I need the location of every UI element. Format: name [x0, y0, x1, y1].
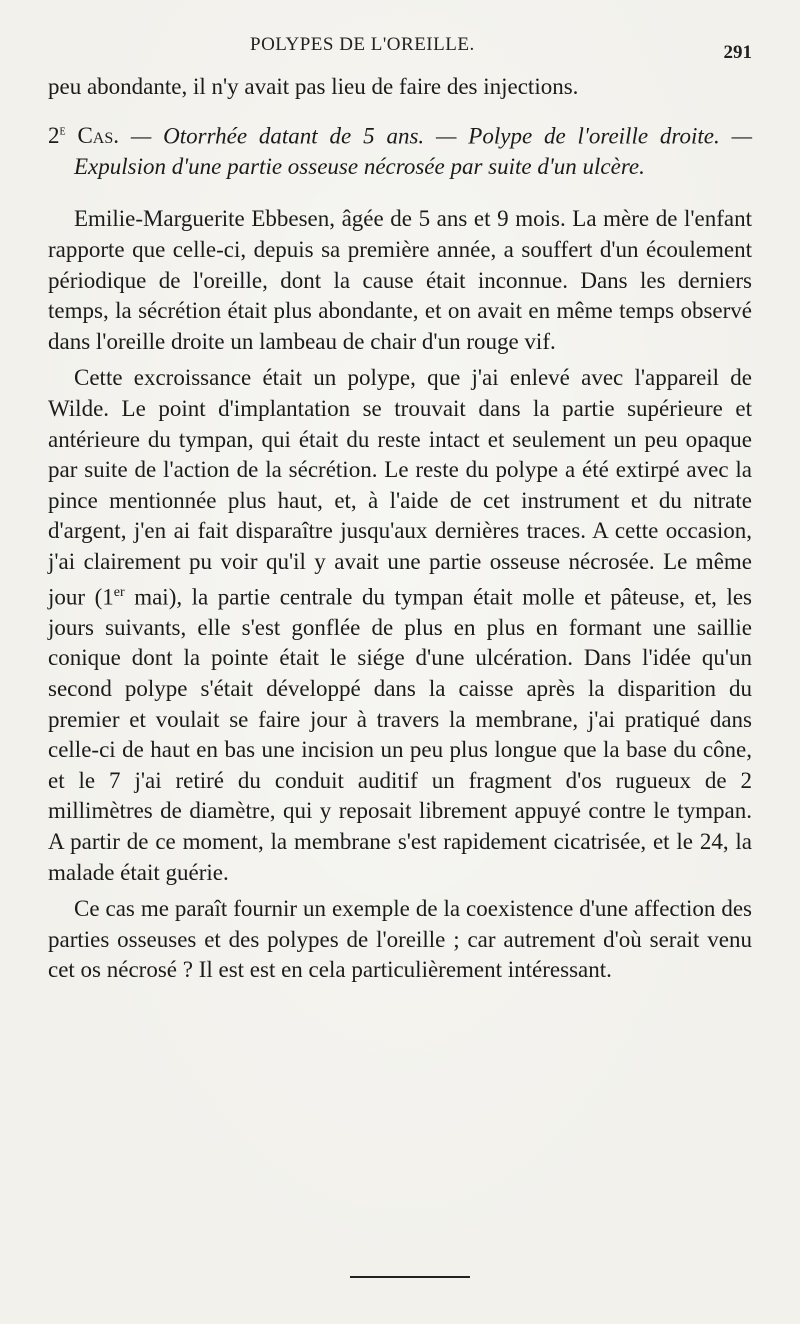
paragraph-patient: Emilie-Marguerite Ebbesen, âgée de 5 ans et 9 mois. La mère de l'enfant rapporte que celle-ci, depuis sa première année, a souffert d'un écoulement périodique de l'oreille, dont la cause était inconnue. Dans les derniers temps, la sécrétion était plus abondante, et on avait en même temps observé dans l'oreille droite un lambeau de chair d'un rouge vif. [48, 206, 752, 354]
paragraph-treatment: Cette excroissance était un polype, que j'ai enlevé avec l'appareil de Wilde. Le point d'implantation se trouvait dans la partie supérieure et antérieure du tympan, qui était du reste intact et seulement un peu opaque par suite de l'action de la sécrétion. Le reste du polype a été extirpé avec la pince mentionnée plus haut, et, à l'aide de cet instrument et du nitrate d'argent, j'en ai fait disparaître jusqu'aux dernières traces. A cette occasion, j'ai clairement pu voir qu'il y avait une partie osseuse nécrosée. Le même jour (1er mai), la partie centrale du tympan était molle et pâteuse, et, les jours suivants, elle s'est gonflée de plus en plus en formant une saillie conique dont la pointe était le siége d'une ulcération. Dans l'idée qu'un second polype s'était développé dans la caisse après la disparition du premier et voulait se faire jour à travers la membrane, j'ai pratiqué dans celle-ci de haut en bas une incision un peu plus longue que la base du cône, et le 7 j'ai retiré du conduit auditif un fragment d'os rugueux de 2 millimètres de diamètre, qui y reposait librement appuyé contre le tympan. A partir de ce moment, la membrane s'est rapidement cicatrisée, et le 24, la malade était guérie. [48, 365, 752, 885]
paragraph-conclusion: Ce cas me paraît fournir un exemple de la coexistence d'une affection des parties osseuses et des polypes de l'oreille ; car autrement d'où serait venu cet os nécrosé ? Il est est en cela particulièrement intéressant. [48, 896, 752, 983]
paragraph-continuation: peu abondante, il n'y avait pas lieu de faire des injections. [48, 74, 579, 99]
page-header [0, 34, 800, 64]
case-title: — Otorrhée datant de 5 ans. — Polype de l'oreille droite. — Expulsion d'une partie osseuse nécrosée par suite d'un ulcère. [74, 123, 753, 179]
body-text [48, 72, 752, 986]
case-heading [48, 117, 752, 183]
case-number: 2e Cas. [48, 123, 120, 149]
page-number: 291 [723, 42, 752, 63]
running-title: POLYPES DE L'OREILLE. [250, 34, 475, 55]
section-divider [350, 1276, 470, 1278]
